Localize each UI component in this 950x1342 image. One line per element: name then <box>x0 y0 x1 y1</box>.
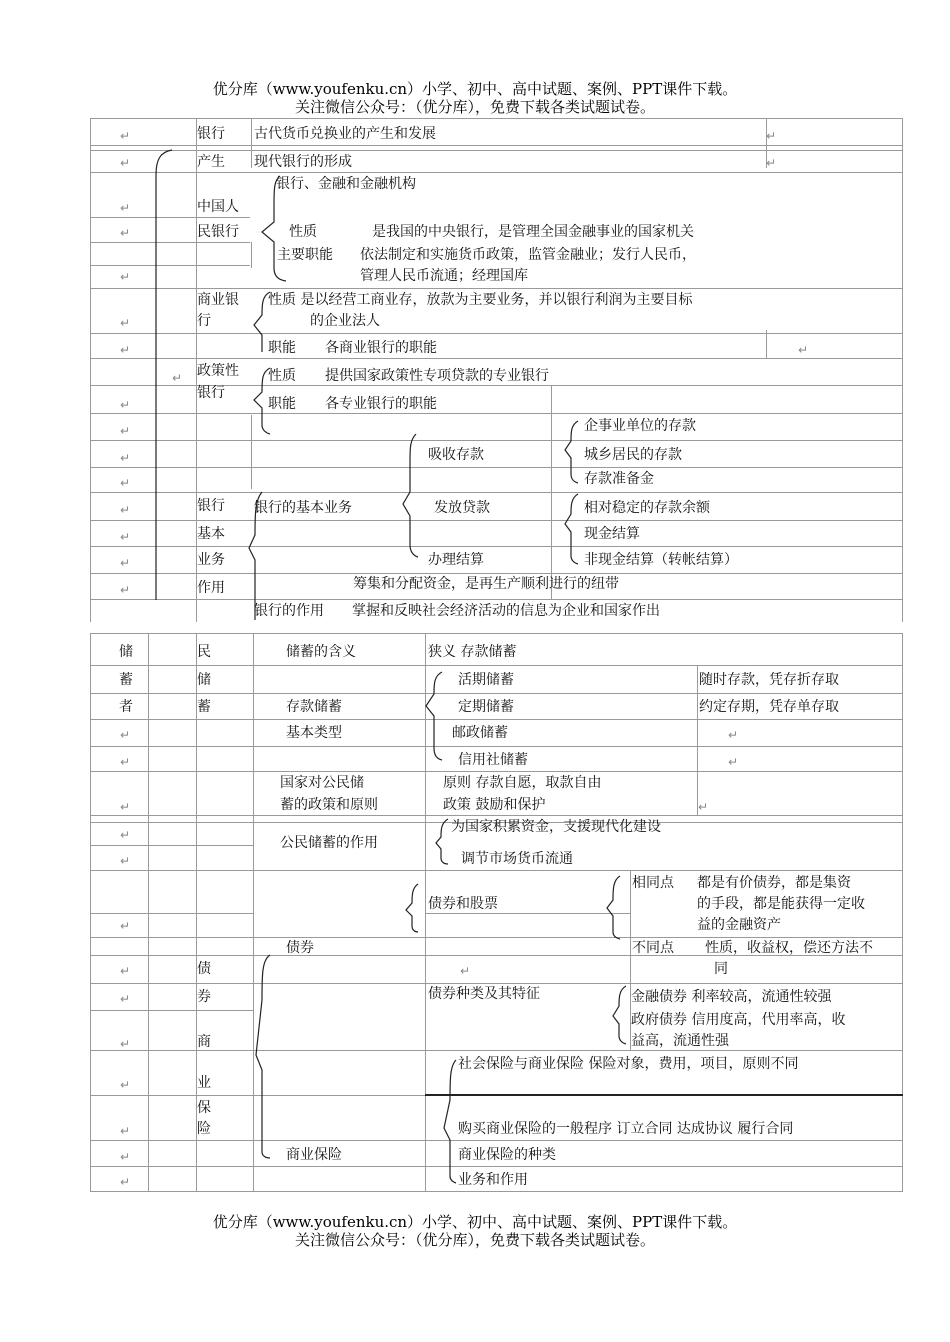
cell-policy-func-val: 各专业银行的职能 <box>325 396 437 412</box>
cell-banks-fin: 银行、金融和金融机构 <box>276 176 416 192</box>
cell-citizen-1: 民 <box>197 644 211 660</box>
cell-saver-1: 储 <box>119 644 133 660</box>
para-mark: ↵ <box>120 1175 131 1189</box>
cell-bonds-stocks: 债券和股票 <box>428 896 498 912</box>
cell-role-2: 掌握和反映社会经济活动的信息为企业和国家作出 <box>352 603 660 619</box>
cell-deposits: 吸收存款 <box>428 447 484 463</box>
cell-credit-coop: 信用社储蓄 <box>458 752 528 768</box>
para-mark: ↵ <box>120 451 131 465</box>
cell-role-a: 为国家积累资金，支援现代化建设 <box>451 819 661 835</box>
cell-dep-enterprise: 企事业单位的存款 <box>584 418 696 434</box>
cell-policy-1: 国家对公民储 <box>280 775 364 791</box>
cell-citizen-2: 储 <box>197 672 211 688</box>
para-mark: ↵ <box>120 1037 131 1051</box>
para-mark: ↵ <box>120 1078 131 1092</box>
cell-saver-3: 者 <box>119 699 133 715</box>
cell-dep-residents: 城乡居民的存款 <box>584 447 682 463</box>
cell-pboc-nature: 是我国的中央银行，是管理全国金融事业的国家机关 <box>372 224 694 240</box>
para-mark: ↵ <box>120 556 131 570</box>
para-mark: ↵ <box>120 343 131 357</box>
cell-bond-label: 债券 <box>286 940 314 956</box>
cell-fixed-desc: 约定存期，凭存单存取 <box>699 699 839 715</box>
cell-bank-origin: 古代货币兑换业的产生和发展 <box>254 126 436 142</box>
cell-comm-bank-2: 行 <box>197 313 211 329</box>
cell-policy-func: 职能 <box>268 396 296 412</box>
cell-deposit-savings: 存款储蓄 <box>286 699 342 715</box>
cell-same-3: 益的金融资产 <box>697 917 781 933</box>
para-mark: ↵ <box>120 316 131 330</box>
cell-fin-bond: 金融债券 利率较高，流通性较强 <box>631 989 832 1005</box>
cell-produce: 产生 <box>197 154 225 170</box>
para-mark: ↵ <box>120 1150 131 1164</box>
cell-ins-2: 险 <box>197 1121 211 1137</box>
para-mark: ↵ <box>766 156 777 170</box>
para-mark: ↵ <box>120 728 131 742</box>
para-mark: ↵ <box>120 424 131 438</box>
cell-diff-1: 性质，收益权，偿还方法不 <box>705 940 873 956</box>
cell-role-label: 银行的作用 <box>254 603 324 619</box>
cell-basic-biz: 银行的基本业务 <box>254 500 352 516</box>
para-mark: ↵ <box>120 503 131 517</box>
para-mark: ↵ <box>120 583 131 597</box>
cell-cash-settle: 现金结算 <box>584 526 640 542</box>
cell-social-vs-comm: 社会保险与商业保险 保险对象，费用，项目，原则不同 <box>458 1056 799 1072</box>
cell-procedure: 购买商业保险的一般程序 订立合同 达成协议 履行合同 <box>458 1121 794 1137</box>
cell-main-func: 主要职能 <box>277 247 333 263</box>
cell-basic-types: 基本类型 <box>286 725 342 741</box>
cell-policy-bank-2: 银行 <box>197 385 225 401</box>
cell-role: 作用 <box>197 580 225 596</box>
cell-principle: 原则 存款自愿，取款自由 <box>443 775 602 791</box>
cell-ins-kinds: 商业保险的种类 <box>458 1147 556 1163</box>
header-line-2: 关注微信公众号：（优分库），免费下载各类试题试卷。 <box>294 98 655 116</box>
cell-comm-func: 职能 <box>268 340 296 356</box>
cell-bond-1: 债 <box>197 961 211 977</box>
para-mark: ↵ <box>460 964 471 978</box>
cell-current: 活期储蓄 <box>458 672 514 688</box>
footer-line-1: 优分库（www.youfenku.cn）小学、初中、高中试题、案例、PPT课件下载。 <box>212 1213 738 1231</box>
cell-ins-1: 保 <box>197 1100 211 1116</box>
cell-bond-types: 债券种类及其特征 <box>428 986 540 1002</box>
para-mark: ↵ <box>120 156 131 170</box>
cell-postal: 邮政储蓄 <box>452 725 508 741</box>
cell-policy-2: 蓄的政策和原则 <box>280 797 378 813</box>
cell-role-1: 筹集和分配资金，是再生产顺利进行的纽带 <box>353 576 619 592</box>
cell-policy-nature: 性质 <box>268 368 296 384</box>
cell-pboc-2: 民银行 <box>197 224 239 240</box>
cell-biz-2: 基本 <box>197 526 225 542</box>
cell-savings-meaning: 储蓄的含义 <box>286 644 356 660</box>
cell-bond-2: 券 <box>197 989 211 1005</box>
para-mark: ↵ <box>120 1124 131 1138</box>
cell-comm-1: 商 <box>197 1034 211 1050</box>
cell-comm-nature-2: 的企业法人 <box>310 313 380 329</box>
para-mark: ↵ <box>798 343 809 357</box>
cell-gov-bond-2: 益高，流通性强 <box>631 1033 729 1049</box>
para-mark: ↵ <box>120 992 131 1006</box>
cell-pboc-1: 中国人 <box>197 199 239 215</box>
para-mark: ↵ <box>120 755 131 769</box>
cell-same-1: 都是有价债券，都是集资 <box>697 875 851 891</box>
cell-bank: 银行 <box>197 126 225 142</box>
cell-modern-bank: 现代银行的形成 <box>254 154 352 170</box>
cell-fixed: 定期储蓄 <box>458 699 514 715</box>
para-mark: ↵ <box>120 854 131 868</box>
cell-biz-3: 业务 <box>197 552 225 568</box>
cell-comm-2: 业 <box>197 1075 211 1091</box>
cell-settlement: 办理结算 <box>428 552 484 568</box>
cell-pboc-func-2: 管理人民币流通；经理国库 <box>360 268 528 284</box>
cell-reserve: 存款准备金 <box>584 471 654 487</box>
para-mark: ↵ <box>120 476 131 490</box>
cell-citizen-3: 蓄 <box>197 699 211 715</box>
cell-narrow: 狭义 存款储蓄 <box>428 644 517 660</box>
cell-same-label: 相同点 <box>632 875 674 891</box>
cell-diff-label: 不同点 <box>632 940 674 956</box>
cell-policy-text: 政策 鼓励和保护 <box>443 797 546 813</box>
para-mark: ↵ <box>120 919 131 933</box>
cell-gov-bond-1: 政府债券 信用度高，代用率高，收 <box>631 1012 846 1028</box>
para-mark: ↵ <box>120 270 131 284</box>
cell-stable-balance: 相对稳定的存款余额 <box>584 500 710 516</box>
para-mark: ↵ <box>120 964 131 978</box>
para-mark: ↵ <box>728 755 739 769</box>
cell-role-b: 调节市场货币流通 <box>461 851 573 867</box>
para-mark: ↵ <box>120 530 131 544</box>
cell-current-desc: 随时存款，凭存折存取 <box>699 672 839 688</box>
cell-biz-1: 银行 <box>197 498 225 514</box>
cell-savings-role: 公民储蓄的作用 <box>280 835 378 851</box>
para-mark: ↵ <box>172 371 183 385</box>
cell-nature: 性质 <box>289 224 317 240</box>
para-mark: ↵ <box>120 226 131 240</box>
cell-diff-2: 同 <box>714 961 728 977</box>
para-mark: ↵ <box>698 800 709 814</box>
para-mark: ↵ <box>120 828 131 842</box>
cell-pboc-func-1: 依法制定和实施货币政策，监管金融业；发行人民币， <box>360 247 696 263</box>
cell-comm-ins: 商业保险 <box>286 1147 342 1163</box>
cell-policy-nature-val: 提供国家政策性专项贷款的专业银行 <box>325 368 549 384</box>
para-mark: ↵ <box>728 728 739 742</box>
cell-loans: 发放贷款 <box>434 500 490 516</box>
para-mark: ↵ <box>120 398 131 412</box>
cell-comm-bank-1: 商业银 <box>197 292 239 308</box>
para-mark: ↵ <box>766 129 777 143</box>
footer-line-2: 关注微信公众号：（优分库），免费下载各类试题试卷。 <box>294 1231 655 1249</box>
cell-comm-nature: 性质 是以经营工商业存，放款为主要业务，并以银行利润为主要目标 <box>268 292 693 308</box>
header-line-1: 优分库（www.youfenku.cn）小学、初中、高中试题、案例、PPT课件下载。 <box>212 80 738 98</box>
para-mark: ↵ <box>120 800 131 814</box>
para-mark: ↵ <box>120 201 131 215</box>
cell-policy-bank-1: 政策性 <box>197 363 239 379</box>
cell-noncash-settle: 非现金结算（转帐结算） <box>584 552 738 568</box>
para-mark: ↵ <box>120 129 131 143</box>
cell-same-2: 的手段，都是能获得一定收 <box>697 896 865 912</box>
cell-comm-func-val: 各商业银行的职能 <box>325 340 437 356</box>
cell-ins-role: 业务和作用 <box>458 1172 528 1188</box>
cell-saver-2: 蓄 <box>119 672 133 688</box>
